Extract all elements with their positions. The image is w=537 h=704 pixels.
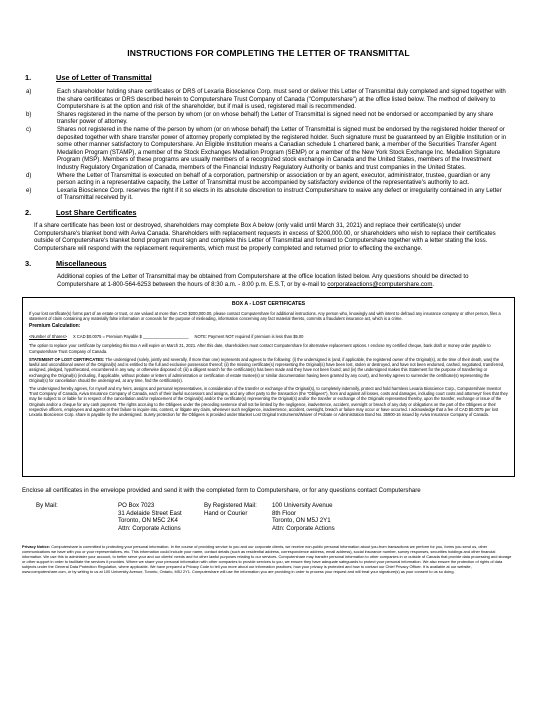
statement-text: The undersigned (solely, jointly and severally, if more than one) represents and agrees to the following: (i) the undersigned is (and, if applicable, the registered owner of the Original(s), at the time of their death, was) the lawful and unconditional owner of the Original(s) and is entitled to the full and exclusive possession thereof; (ii) the missing certificate(s) representing the Original(s) have been lost, stolen or destroyed, and have not been endorsed, cashed, negotiated, transferred, assigned, pledged, hypothecated, encumbered in any way, or otherwise disposed of; (iii) a diligent search for the certificate(s) has been made and they have not been found; and (iv) the undersigned makes this Statement for the purpose of transferring or exchanging the Original(s) (including, if applicable, without probate or letters of administration or certification of estate trustee(s) or similar documentation having been granted by any court), and hereby agrees to surrender the certificate(s) representing the Original(s) for cancellation should the undersigned, at any time, find the certificate(s). xyxy=(29,356,505,383)
mail-address-line: Attn: Corporate Actions xyxy=(118,524,181,532)
item-letter: d) xyxy=(26,171,32,179)
box-a-title: BOX A - LOST CERTIFICATES xyxy=(231,301,306,308)
section-title: Lost Share Certificates xyxy=(56,207,137,217)
premium-calculation-line xyxy=(29,334,508,339)
mail-address-line: Toronto, ON M5C 2K4 xyxy=(118,517,178,525)
section-title: Miscellaneous xyxy=(56,259,107,269)
item-text: Lexaria Bioscience Corp. reserves the right if it so elects in its absolute discretion to instruct Computershare to waive any defect or irregularity contained in any Letter of Transmittal received by it. xyxy=(57,186,502,202)
item-letter: a) xyxy=(26,88,32,95)
box-a-intro: If your lost certificate(s) forms part of an estate or trust, or are valued at more than CAD $200,000.00, please contact Computershare for additional instructions. Any person who, knowingly and with intent to defraud any insurance company or other person, files a statement of claim containing any materially false information or conceals for the purpose of misleading, information concerning any fact material thereto, commits a fraudulent insurance act, which is a crime. xyxy=(29,310,501,321)
premium-note: NOTE: Payment NOT required if premium is less than $5.00 xyxy=(194,334,304,340)
courier-label-line: Hand or Courier xyxy=(204,509,248,517)
section-number: 2. xyxy=(25,207,32,217)
registered-mail-label xyxy=(204,502,272,532)
enclose-instructions: Enclose all certificates in the envelope provided and send it with the completed form to Computershare, or for any questions contact Computershare xyxy=(22,487,421,495)
statement-of-lost-certificates xyxy=(29,357,508,383)
section-number: 1. xyxy=(25,73,32,82)
item-text: Where the Letter of Transmittal is executed on behalf of a corporation, partnership or association or by an agent, executor, administrator, trustee, guardian or any person acting in a representative capacity, the Letter of Transmittal must be accompanied by satisfactory evidence of the representative's authority to act. xyxy=(57,171,491,187)
section-title: Use of Letter of Transmittal xyxy=(56,73,152,82)
list-item xyxy=(22,126,515,172)
contact-email-link[interactable]: corporateactions@computershare.com xyxy=(327,280,433,288)
privacy-notice xyxy=(22,544,515,574)
box-a-lost-certificates xyxy=(22,297,515,477)
section-3-text: Additional copies of the Letter of Transmittal may be obtained from Computershare at the office location listed below. Any questions should be directed to Computershare at 1-800-564-6253 between the hours of 8:30 a.m. - 8:00 p.m. E.S.T, or by e-mail to xyxy=(57,273,469,288)
list-item xyxy=(22,172,515,187)
statement-heading: STATEMENT OF LOST CERTIFICATES: xyxy=(29,356,105,362)
item-text: Shares not registered in the name of the person by whom (or on whose behalf) the Letter of Transmittal is signed must be endorsed by the registered holder thereof or deposited together with share transfer power of attorney properly completed by the registered holder. Such signature must be guaranteed by an Eligible Institution or in some other manner satisfactory to Computershare. An Eligible Institution means a Canadian schedule 1 chartered bank, a member of the Securities Transfer Agent Medallion Program (STAMP), a member of the Stock Exchanges Medallion Program (SEMP) or a member of the New York Stock Exchange Inc. Medallion Signature Program (MSP). Members of these programs are usually members of a recognized stock exchange in Canada and the United States, members of the Investment Industry Regulatory Organization of Canada, members of the Financial Industry Regulatory Authority or banks and trust companies in the United States. xyxy=(57,125,507,171)
section-2-body: If a share certificate has been lost or destroyed, shareholders may complete Box A below (only valid until March 31, 2021) and replace their certificate(s) under Computershare's blanket bond with Aviva Canada. Shareholders with replacement requests in excess of $200,000.00, or shareholders who wish to replace their certificates outside of Computershare's blanket bond program must sign and complete this Letter of Transmittal and forward to Computershare together with a letter stating the loss. Computershare will respond with the replacement requirements, which must be properly completed and returned prior to effecting the exchange. xyxy=(34,221,496,252)
premium-formula: X CAD $0.0075 = Premium Payable $ ____________________ xyxy=(73,334,189,340)
item-letter: b) xyxy=(26,110,32,118)
section-2-heading xyxy=(22,208,515,217)
page-title: INSTRUCTIONS FOR COMPLETING THE LETTER OF TRANSMITTAL xyxy=(127,48,410,58)
registered-address-line: 100 University Avenue xyxy=(272,502,333,510)
by-mail-label: By Mail: xyxy=(36,502,58,510)
list-item xyxy=(22,187,515,202)
mailing-addresses xyxy=(22,502,515,532)
premium-calculation-heading: Premium Calculation: xyxy=(29,323,81,330)
section-number: 3. xyxy=(25,259,32,269)
privacy-text: Computershare is committed to protecting your personal information. In the course of providing service to you and our corporate clients, we receive non-public personal information about you-from transactions we perform for you, forms you send us, other communications we have with you or your representatives, etc. This information could include your name, contact details (such as residential address, correspondence address, email address), social insurance number, survey responses, securities holdings and other financial information. We use this to administer your account, to better serve your and our clients' needs and for other lawful purposes relating to our services. Computershare may transfer personal information to other companies in or outside of Canada that provide data processing and storage or other support in order to facilitate the services it provides. Where we share your personal information with other companies to provide services to you, we ensure they have adequate safeguards to protect your personal information. We also ensure the protection of rights of data subjects under the General Data Protection Regulation, where applicable. We have prepared a Privacy Code to tell you more about our information practices, how your privacy is protected and how to contact our Chief Privacy Officer. It is available at our website, www.computershare.com, or by writing to us at 100 University Avenue, Toronto, Ontario, M5J 2Y1. Computershare will use the information you are providing in order to process your request and will treat your signature(s) as your consent to us so doing. xyxy=(22,544,512,575)
box-a-option-text: The option to replace your certificate by completing this Box A will expire on March 31, 2021. After this date, shareholders must contact Computershare for alternative replacement options. I enclose my certified cheque, bank draft or money order payable to Computershare Trust Company of Canada. xyxy=(29,343,491,354)
mail-address-line: PO Box 7023 xyxy=(118,502,155,510)
number-of-shares-field[interactable]: <Number of Shares> xyxy=(29,334,68,340)
list-item xyxy=(22,88,515,111)
section-1-list xyxy=(22,88,515,202)
section-1-heading xyxy=(22,73,515,82)
section-3-heading xyxy=(22,259,515,268)
privacy-label: Privacy Notice: xyxy=(22,544,51,550)
item-letter: e) xyxy=(26,186,32,194)
item-letter: c) xyxy=(26,125,32,133)
registered-mail-label-line: By Registered Mail: xyxy=(204,502,257,510)
registered-address-line: Attn: Corporate Actions xyxy=(272,524,335,532)
indemnity-text: The undersigned hereby agrees, for myself and my heirs, assigns and personal representatives, in consideration of the transfer or exchange of the Original(s), to completely indemnify, protect and hold harmless Lexaria Bioscience Corp., Computershare Investor Trust Company of Canada, Aviva Insurance Company of Canada, each of their lawful successors and assigns, and any other party to the transaction (the "Obligees"), from and against all losses, costs and damages, including court costs and attorneys' fees that they may be subject to or liable for in respect of the cancellation and/or replacement of the Original(s) and/or the certificate(s) representing the Original(s) and/or the transfer or exchange of the Originals represented thereby, upon the transfer, exchange or issue of the Originals and/or a cheque for any cash payment. The rights accruing to the Obligees under the preceding sentence shall not be limited by the negligence, inadvertence, accident, oversight or breach of any duty or obligations on the part of the Obligees or their respective officers, employees and agents or their failure to inquire into, contest, or litigate any claim, whenever such negligence, inadvertence, accident, oversight, breach or failure may occur or have occurred. I acknowledge that a fee of CAD $0.0075 per lost Lexaria Bioscience Corp. share is payable by the undersigned. Surety protection for the Obligees is provided under Blanket Lost Original Instruments/Waiver of Probate or Administration Bond No. 35900-16 issued by Aviva Insurance Company of Canada. xyxy=(29,385,508,417)
list-item xyxy=(22,111,515,126)
registered-address-line: 8th Floor xyxy=(272,509,297,517)
mail-address-line: 31 Adelaide Street East xyxy=(118,509,182,517)
registered-address-line: Toronto, ON M5J 2Y1 xyxy=(272,517,331,525)
section-3-body xyxy=(22,273,515,288)
item-text: Shares registered in the name of the person by whom (or on whose behalf) the Letter of Transmittal is signed need not be endorsed or accompanied by any share transfer power of attorney. xyxy=(57,110,494,126)
item-text: Each shareholder holding share certificates or DRS of Lexaria Bioscience Corp. must send or deliver this Letter of Transmittal duly completed and signed together with the share certificates or DRS described herein to Computershare Trust Company of Canada ("Computershare") at the office listed below. The method of delivery to Computershare is at the option and risk of the shareholder, but if mail is used, registered mail is recommended. xyxy=(57,88,506,111)
section-3-end: . xyxy=(432,280,435,288)
mail-address xyxy=(118,502,204,532)
registered-address xyxy=(272,502,515,532)
